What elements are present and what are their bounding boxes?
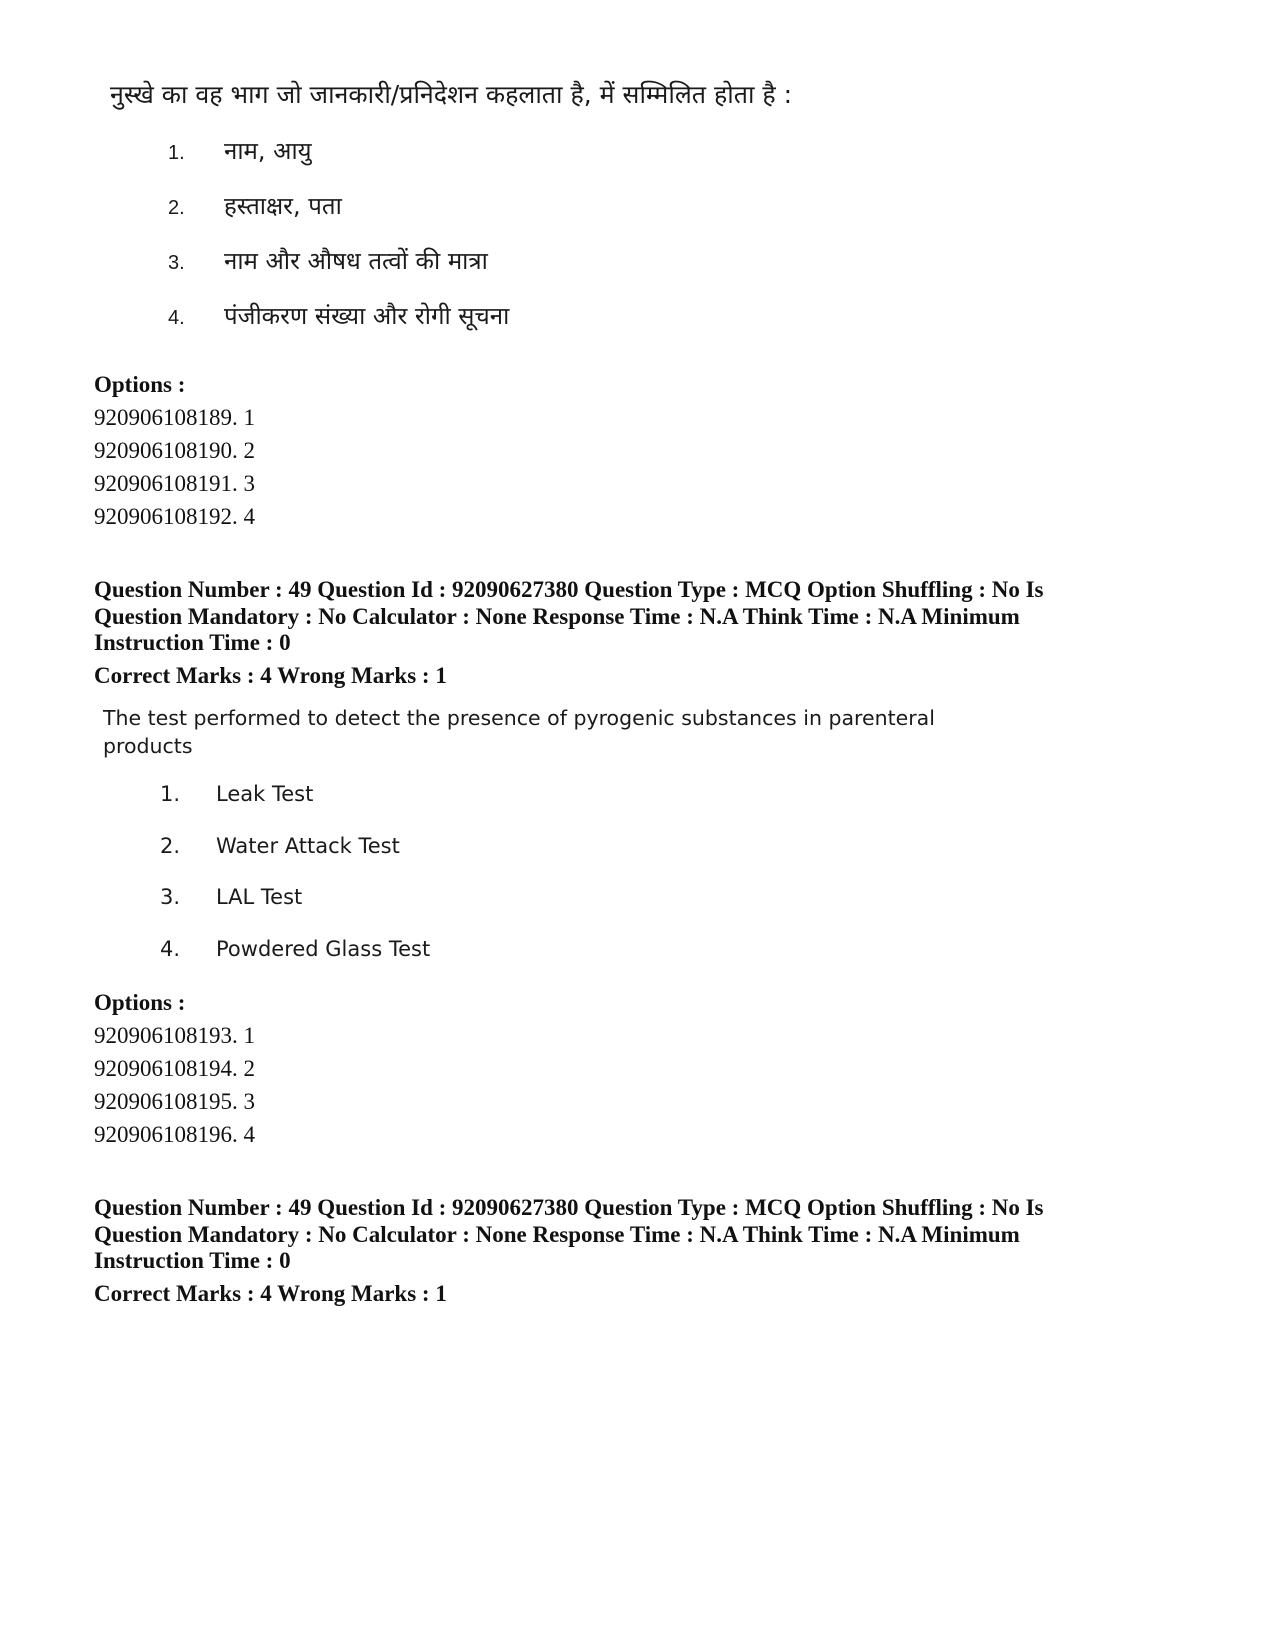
choice-text: Water Attack Test	[216, 833, 400, 858]
choice-number: 2.	[168, 197, 185, 219]
stem-line: products	[103, 734, 193, 758]
list-item	[168, 244, 910, 299]
choice-number: 1.	[160, 782, 181, 806]
choice-number: 2.	[160, 833, 181, 858]
option-id-line: 920906108189. 1	[94, 405, 255, 430]
option-id-line: 920906108196. 4	[94, 1122, 255, 1147]
choice-text: Leak Test	[216, 782, 314, 806]
option-id-line: 920906108192. 4	[94, 504, 255, 529]
choice-text: Powdered Glass Test	[216, 936, 431, 961]
list-item	[160, 937, 963, 989]
meta-line: Question Mandatory : No Calculator : None Response Time : N.A Think Time : N.A Minimum	[94, 1221, 1020, 1247]
list-item	[160, 885, 963, 937]
options-label: Options :	[94, 990, 186, 1015]
question-meta-block-1	[94, 577, 1094, 689]
choice-text: नाम और औषध तत्वों की मात्रा	[224, 247, 488, 275]
choice-number: 3.	[168, 252, 185, 274]
list-item	[168, 134, 910, 189]
marks-line: Correct Marks : 4 Wrong Marks : 1	[94, 662, 447, 688]
list-item	[168, 189, 910, 244]
options-block-2	[94, 986, 255, 1151]
meta-line: Instruction Time : 0	[94, 1248, 291, 1273]
hindi-choice-list	[168, 134, 910, 354]
choice-number: 3.	[160, 885, 181, 909]
choice-number: 4.	[160, 936, 181, 961]
question-stem-hindi: नुस्खे का वह भाग जो जानकारी/प्रनिदेशन कहलाता है, में सम्मिलित होता है :	[110, 80, 793, 109]
options-block-1	[94, 368, 255, 533]
choice-number: 4.	[168, 307, 185, 329]
meta-line: Question Number : 49 Question Id : 92090627380 Question Type : MCQ Option Shuffling : No Is	[94, 1195, 1044, 1220]
choice-text: हस्ताक्षर, पता	[224, 192, 342, 220]
question-stem-english	[103, 704, 963, 760]
meta-line: Question Number : 49 Question Id : 92090627380 Question Type : MCQ Option Shuffling : No Is	[94, 577, 1044, 602]
question-meta-block-2	[94, 1195, 1094, 1307]
choice-text: LAL Test	[216, 885, 303, 909]
marks-line: Correct Marks : 4 Wrong Marks : 1	[94, 1280, 447, 1306]
hindi-question-block	[110, 78, 910, 354]
choice-text: नाम, आयु	[224, 137, 312, 165]
option-id-line: 920906108190. 2	[94, 438, 255, 463]
english-question-block	[103, 704, 963, 988]
meta-line: Instruction Time : 0	[94, 630, 291, 655]
english-choice-list	[160, 782, 963, 988]
options-label: Options :	[94, 372, 186, 397]
stem-line: The test performed to detect the presence of pyrogenic substances in parenteral	[103, 706, 935, 730]
list-item	[160, 834, 963, 886]
option-id-line: 920906108194. 2	[94, 1056, 255, 1081]
option-id-line: 920906108195. 3	[94, 1089, 255, 1114]
meta-line: Question Mandatory : No Calculator : None Response Time : N.A Think Time : N.A Minimum	[94, 603, 1020, 629]
choice-text: पंजीकरण संख्या और रोगी सूचना	[224, 302, 510, 330]
list-item	[160, 782, 963, 834]
option-id-line: 920906108191. 3	[94, 471, 255, 496]
choice-number: 1.	[168, 142, 185, 164]
list-item	[168, 299, 910, 354]
option-id-line: 920906108193. 1	[94, 1023, 255, 1048]
